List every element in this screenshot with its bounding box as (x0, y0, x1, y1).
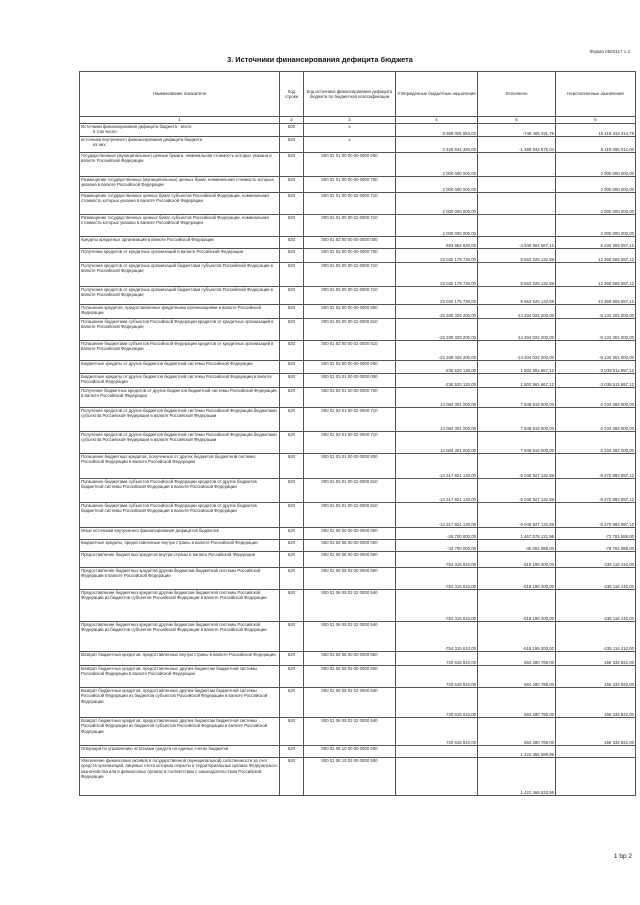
table-row (80, 552, 636, 568)
cell-source-code: 000 01 06 05 02 02 0000 640 (304, 718, 396, 746)
cell-indicator-name (80, 718, 280, 746)
table-row (80, 374, 636, 388)
cell-indicator-name (80, 137, 280, 153)
cell-remaining: 156 334 822,00 (556, 688, 636, 718)
indicator-name-text: Бюджетные кредиты от других бюджетов бюджетной системы Российской Федерации (81, 361, 253, 366)
indicator-name-text: Иные источники внутреннего финансирования дефицитов бюджетов (81, 528, 219, 533)
cell-remaining: -8 134 301 000,00 (556, 305, 636, 319)
indicator-name-text: источники внутреннего финансирования дефицита бюджета (81, 137, 203, 142)
financing-sources-table (79, 71, 636, 796)
indicator-name-text: Источники финансирования дефицита бюджета - всего (81, 124, 192, 129)
header-indicator-name: Наименование показателя (80, 72, 280, 117)
cell-indicator-name (80, 249, 280, 263)
cell-executed: -4 540 804 667,12 (478, 237, 556, 249)
cell-executed: -14 204 024 200,00 (478, 319, 556, 341)
cell-approved: 23 032 179 730,00 (396, 263, 478, 287)
cell-line-code: 520 (280, 193, 304, 215)
indicator-name-text: Получение кредитов от других бюджетов бюджетной системы Российской Федерации бюджетами субъектов Российской Федерации в валюте Российской Федерации (81, 432, 277, 443)
cell-approved: -22 338 325 200,00 (396, 319, 478, 341)
column-number-row (80, 117, 636, 124)
indicator-name-text: Погашение бюджетами субъектов Российской Федерации кредитов от других бюджетов бюджетной системы Российской Федерации в валюте Российской Федерации (81, 479, 257, 490)
cell-indicator-name (80, 666, 280, 688)
cell-indicator-name (80, 388, 280, 408)
cell-line-code: 520 (280, 215, 304, 237)
column-number: 4 (396, 117, 478, 124)
table-row (80, 408, 636, 432)
table-row (80, 287, 636, 305)
cell-source-code: 000 01 02 00 00 02 0000 810 (304, 319, 396, 341)
cell-line-code: 520 (280, 746, 304, 758)
cell-line-code: 500 (280, 124, 304, 137)
cell-remaining: 6 234 382 000,00 (556, 432, 636, 454)
cell-source-code: 000 01 03 00 00 00 0000 000 (304, 361, 396, 374)
cell-executed: - (478, 153, 556, 177)
cell-remaining: -78 761 588,00 (556, 540, 636, 552)
cell-source-code: 000 01 03 01 00 02 0000 710 (304, 408, 396, 432)
cell-source-code: 000 01 02 00 00 00 0000 700 (304, 249, 396, 263)
cell-line-code: 520 (280, 408, 304, 432)
cell-line-code: 520 (280, 454, 304, 479)
cell-source-code: 000 01 02 00 00 00 0000 000 (304, 237, 396, 249)
indicator-name-text: Бюджетные кредиты от других бюджетов бюджетной системы Российской Федерации в валюте Российской Федерации (81, 374, 272, 385)
cell-source-code: 000 01 02 00 00 02 0000 710 (304, 287, 396, 305)
header-executed: Исполнено (478, 72, 556, 117)
table-row (80, 305, 636, 319)
cell-source-code: 000 01 03 01 00 02 0000 710 (304, 432, 396, 454)
cell-indicator-name (80, 193, 280, 215)
cell-remaining: -235 116 410,00 (556, 568, 636, 590)
cell-indicator-name (80, 124, 280, 137)
table-row (80, 688, 636, 718)
cell-indicator-name (80, 408, 280, 432)
table-row (80, 432, 636, 454)
cell-remaining (556, 746, 636, 758)
cell-line-code: 520 (280, 388, 304, 408)
cell-indicator-name (80, 528, 280, 540)
cell-remaining (556, 758, 636, 796)
cell-line-code: 520 (280, 305, 304, 319)
table-row (80, 249, 636, 263)
cell-approved: -754 315 610,00 (396, 622, 478, 652)
column-number: 5 (478, 117, 556, 124)
cell-line-code: 520 (280, 137, 304, 153)
cell-executed: - (478, 177, 556, 193)
cell-approved: - (396, 758, 478, 796)
cell-executed: -1 389 934 075,04 (478, 137, 556, 153)
cell-approved: 23 032 179 730,00 (396, 287, 478, 305)
cell-approved: -22 338 325 200,00 (396, 305, 478, 319)
cell-approved: -235 520 130,00 (396, 361, 478, 374)
column-number: 3 (304, 117, 396, 124)
table-row (80, 528, 636, 540)
header-source-code: Код источника финансирования дефицита бюджета по бюджетной классификации (304, 72, 396, 117)
indicator-name-text: Предоставление бюджетных кредитов другим бюджетам бюджетной системы Российской Федерации из бюджетов субъектов Российской Федерации в валюте Российской Федерации (81, 590, 267, 601)
cell-approved: 720 615 610,00 (396, 718, 478, 746)
cell-line-code: 520 (280, 361, 304, 374)
cell-source-code: 000 01 06 05 00 00 0000 500 (304, 552, 396, 568)
cell-executed: 1 422 466 599,96 (478, 746, 556, 758)
cell-approved: -754 315 610,00 (396, 552, 478, 568)
cell-approved: 2 000 000 000,00 (396, 153, 478, 177)
cell-source-code: 000 01 06 05 00 00 0000 600 (304, 652, 396, 666)
table-row (80, 590, 636, 622)
cell-remaining: 13 368 659 597,12 (556, 287, 636, 305)
cell-line-code: 520 (280, 341, 304, 361)
indicator-sub-label: в том числе: (93, 129, 118, 135)
indicator-name-text: Получение кредитов от кредитных организаций в валюте Российской Федерации (81, 249, 244, 254)
cell-executed: 1 802 991 867,12 (478, 361, 556, 374)
cell-indicator-name (80, 503, 280, 528)
cell-source-code: 000 01 02 00 00 00 0000 800 (304, 305, 396, 319)
cell-indicator-name (80, 552, 280, 568)
cell-approved: 2 000 000 000,00 (396, 193, 478, 215)
cell-indicator-name (80, 590, 280, 622)
form-code: Форма 0503117 с.3 (589, 49, 630, 54)
cell-remaining: -72 781 588,00 (556, 528, 636, 540)
cell-line-code: 520 (280, 503, 304, 528)
cell-executed: 564 280 788,00 (478, 688, 556, 718)
cell-line-code: 520 (280, 590, 304, 622)
table-row (80, 718, 636, 746)
cell-executed: -519 199 200,00 (478, 568, 556, 590)
indicator-name-text: Возврат бюджетных кредитов, предоставленных другим бюджетам бюджетной системы Российской Федерации в валюте Российской Федерации (81, 666, 257, 677)
header-remaining: Неисполненные назначения (556, 72, 636, 117)
cell-executed: 564 280 788,00 (478, 718, 556, 746)
cell-approved: 720 615 610,00 (396, 652, 478, 666)
cell-line-code: 520 (280, 552, 304, 568)
cell-line-code: 520 (280, 688, 304, 718)
cell-executed: 7 849 919 000,00 (478, 432, 556, 454)
cell-remaining: 2 000 000 000,00 (556, 215, 636, 237)
cell-remaining: -235 116 410,00 (556, 622, 636, 652)
cell-line-code: 520 (280, 666, 304, 688)
table-row (80, 758, 636, 796)
cell-source-code: 000 01 06 05 02 00 0000 600 (304, 666, 396, 688)
cell-approved: -14 317 821 130,00 (396, 454, 478, 479)
cell-indicator-name (80, 263, 280, 287)
cell-approved: 14 084 301 000,00 (396, 408, 478, 432)
table-row (80, 177, 636, 193)
cell-approved: 720 615 610,00 (396, 666, 478, 688)
cell-approved: 14 084 301 000,00 (396, 432, 478, 454)
cell-executed: - (478, 193, 556, 215)
indicator-name-text: Погашение бюджетами субъектов Российской Федерации кредитов от кредитных организаций в валюте Российской Федерации (81, 341, 274, 352)
cell-indicator-name (80, 177, 280, 193)
cell-approved: -33 700 000,00 (396, 540, 478, 552)
cell-approved: -22 338 325 200,00 (396, 341, 478, 361)
table-row (80, 666, 636, 688)
cell-indicator-name (80, 652, 280, 666)
cell-remaining: 10 118 412 414,78 (556, 124, 636, 137)
header-approved: Утвержденные бюджетные назначения (396, 72, 478, 117)
indicator-name-text: Погашение кредитов, предоставленных кредитными организациями в валюте Российской Федерации (81, 305, 261, 316)
cell-executed: 9 663 520 132,88 (478, 263, 556, 287)
cell-indicator-name (80, 374, 280, 388)
cell-source-code: 000 01 06 10 00 00 0000 000 (304, 746, 396, 758)
cell-source-code: 000 01 03 01 00 00 0000 000 (304, 374, 396, 388)
cell-line-code: 520 (280, 153, 304, 177)
cell-source-code: 000 01 01 00 00 02 0000 710 (304, 215, 396, 237)
cell-line-code: 520 (280, 263, 304, 287)
table-row (80, 652, 636, 666)
cell-executed: 7 849 919 000,00 (478, 408, 556, 432)
cell-executed: -519 199 200,00 (478, 552, 556, 568)
indicator-name-text: Получение кредитов от кредитных организаций бюджетами субъектов Российской Федерации в валюте Российской Федерации (81, 287, 273, 298)
cell-executed: 564 280 788,00 (478, 652, 556, 666)
cell-executed: -6 046 927 132,88 (478, 503, 556, 528)
indicator-name-text: Предоставление бюджетных кредитов внутри страны в валюте Российской Федерации (81, 552, 256, 557)
table-row (80, 622, 636, 652)
indicator-name-text: Размещение государственных (муниципальных) ценных бумаг, номинальная стоимость которых указана в валюте Российской Федерации (81, 177, 274, 188)
cell-source-code: 000 01 06 05 00 00 0000 000 (304, 540, 396, 552)
table-row (80, 237, 636, 249)
cell-indicator-name (80, 319, 280, 341)
cell-source-code: 000 01 01 00 00 00 0000 700 (304, 177, 396, 193)
cell-line-code: 520 (280, 622, 304, 652)
cell-line-code: 520 (280, 237, 304, 249)
cell-source-code: 000 01 06 05 02 02 0000 640 (304, 688, 396, 718)
cell-source-code: 000 01 02 00 00 02 0000 710 (304, 263, 396, 287)
cell-source-code: 000 01 01 00 00 02 0000 710 (304, 193, 396, 215)
column-number: 1 (80, 117, 280, 124)
cell-source-code: x (304, 137, 396, 153)
cell-remaining: 13 368 659 597,12 (556, 249, 636, 263)
cell-source-code: 000 01 01 00 00 00 0000 000 (304, 153, 396, 177)
cell-line-code: 520 (280, 479, 304, 503)
cell-source-code: 000 01 06 10 02 00 0000 500 (304, 758, 396, 796)
indicator-name-text: Бюджетные кредиты, предоставленные внутри страны в валюте Российской Федерации (81, 540, 258, 545)
cell-source-code: 000 01 03 01 00 02 0000 810 (304, 503, 396, 528)
cell-line-code: 520 (280, 319, 304, 341)
cell-remaining: 13 368 659 597,12 (556, 263, 636, 287)
indicator-name-text: Предоставление бюджетных кредитов другим бюджетам бюджетной системы Российской Федерации из бюджетов субъектов Российской Федерации в валюте Российской Федерации (81, 622, 267, 633)
table-row (80, 454, 636, 479)
cell-approved: 23 032 179 730,00 (396, 249, 478, 263)
cell-remaining: -2 038 511 997,12 (556, 374, 636, 388)
table-row (80, 479, 636, 503)
table-row (80, 193, 636, 215)
table-body (80, 124, 636, 796)
cell-remaining: 2 000 000 000,00 (556, 177, 636, 193)
cell-approved: 9 369 005 853,02 (396, 124, 478, 137)
indicator-name-text: Предоставление бюджетных кредитов другим бюджетам бюджетной системы Российской Федерации в валюте Российской Федерации (81, 568, 261, 579)
cell-source-code: x (304, 124, 396, 137)
indicator-name-text: Погашение бюджетных кредитов, полученных от других бюджетов бюджетной системы Российской Федерации в валюте Российской Федерации (81, 454, 256, 465)
cell-remaining: -235 116 410,00 (556, 552, 636, 568)
cell-remaining: 5 234 359 097,12 (556, 237, 636, 249)
cell-line-code: 520 (280, 287, 304, 305)
cell-executed: -519 199 200,00 (478, 590, 556, 622)
cell-indicator-name (80, 305, 280, 319)
cell-approved: 2 000 000 000,00 (396, 215, 478, 237)
cell-indicator-name (80, 237, 280, 249)
cell-remaining: -235 116 410,00 (556, 590, 636, 622)
cell-source-code: 000 01 06 05 02 00 0000 500 (304, 568, 396, 590)
table-row (80, 263, 636, 287)
cell-remaining: 156 334 822,00 (556, 652, 636, 666)
cell-indicator-name (80, 540, 280, 552)
cell-executed: - (478, 215, 556, 237)
table-row (80, 137, 636, 153)
indicator-name-text: Получение кредитов от кредитных организаций бюджетами субъектов Российской Федерации в валюте Российской Федерации (81, 263, 273, 274)
table-row (80, 568, 636, 590)
table-row (80, 540, 636, 552)
cell-source-code: 000 01 06 05 02 02 0000 540 (304, 622, 396, 652)
column-number: 6 (556, 117, 636, 124)
indicator-name-text: Государственные (муниципальные) ценные бумаги, номинальная стоимость которых указана в валюте Российской Федерации (81, 153, 272, 164)
cell-approved: -14 317 821 130,00 (396, 503, 478, 528)
cell-indicator-name (80, 341, 280, 361)
indicator-name-text: Размещение государственных ценных бумаг субъектов Российской Федерации, номинальная стоимость которых указана в валюте Российской Федерации (81, 215, 269, 226)
cell-indicator-name (80, 153, 280, 177)
cell-line-code: 520 (280, 718, 304, 746)
cell-approved: 2 429 634 480,00 (396, 137, 478, 153)
cell-source-code: 000 01 03 01 00 02 0000 810 (304, 479, 396, 503)
indicator-name-text: Погашение бюджетами субъектов Российской Федерации кредитов от других бюджетов бюджетной системы Российской Федерации в валюте Российской Федерации (81, 503, 257, 514)
cell-line-code: 520 (280, 432, 304, 454)
cell-approved: -754 315 610,00 (396, 568, 478, 590)
indicator-name-text: Возврат бюджетных кредитов, предоставленных другим бюджетам бюджетной системы Российской Федерации из бюджетов субъектов Российской Федерации в валюте Российской Федерации (81, 718, 268, 734)
cell-executed: 1 422 466 533,96 (478, 758, 556, 796)
cell-indicator-name (80, 215, 280, 237)
cell-executed: -14 204 024 200,00 (478, 305, 556, 319)
cell-indicator-name (80, 479, 280, 503)
cell-approved: 693 854 530,00 (396, 237, 478, 249)
page-title: 3. Источники финансирования дефицита бюджета (227, 55, 413, 64)
cell-executed: -749 406 431,76 (478, 124, 556, 137)
cell-executed: -6 046 927 132,88 (478, 479, 556, 503)
indicator-name-text: Погашение бюджетами субъектов Российской Федерации кредитов от кредитных организаций в валюте Российской Федерации (81, 319, 274, 330)
table-row (80, 361, 636, 374)
table-row (80, 124, 636, 137)
indicator-name-text: Возврат бюджетных кредитов, предоставленных внутри страны в валюте Российской Федерации (81, 652, 276, 657)
indicator-sub-label: из них: (93, 142, 107, 148)
cell-remaining: 5 119 065 012,00 (556, 137, 636, 153)
table-row (80, 388, 636, 408)
cell-line-code: 520 (280, 249, 304, 263)
cell-indicator-name (80, 287, 280, 305)
page-marker: 1 bp 2 (613, 853, 632, 860)
cell-remaining: -8 134 301 000,00 (556, 341, 636, 361)
cell-indicator-name (80, 746, 280, 758)
cell-indicator-name (80, 758, 280, 796)
cell-indicator-name (80, 568, 280, 590)
table-row (80, 153, 636, 177)
cell-source-code: 000 01 06 00 00 00 0000 000 (304, 528, 396, 540)
column-number: 2 (280, 117, 304, 124)
cell-executed: 9 663 520 132,88 (478, 287, 556, 305)
cell-indicator-name (80, 432, 280, 454)
table-header-row (80, 72, 636, 117)
cell-indicator-name (80, 361, 280, 374)
cell-indicator-name (80, 622, 280, 652)
cell-remaining: 2 000 000 000,00 (556, 153, 636, 177)
indicator-name-text: Увеличение финансовых активов в государственной (муниципальной) собственности за счет средств организаций, лицевые счета которым открыты в территориальных органах Федерального казначейства или в финансовых органах в соответствии с законодательством Российской Федерации (81, 758, 278, 780)
cell-remaining: 6 234 382 000,00 (556, 388, 636, 408)
header-line-code: Код строки (280, 72, 304, 117)
cell-executed: 1 802 991 867,12 (478, 374, 556, 388)
cell-remaining: -2 038 511 997,12 (556, 361, 636, 374)
cell-line-code: 520 (280, 177, 304, 193)
cell-indicator-name (80, 454, 280, 479)
cell-source-code: 000 01 02 00 00 02 0000 810 (304, 341, 396, 361)
cell-source-code: 000 01 03 01 00 00 0000 700 (304, 388, 396, 408)
table-row (80, 215, 636, 237)
cell-executed: 564 280 788,00 (478, 666, 556, 688)
cell-line-code: 520 (280, 758, 304, 796)
table-row (80, 503, 636, 528)
table-row (80, 319, 636, 341)
cell-remaining: -8 270 893 997,12 (556, 503, 636, 528)
cell-remaining: 6 234 382 000,00 (556, 408, 636, 432)
cell-line-code: 520 (280, 652, 304, 666)
cell-approved: -754 315 610,00 (396, 590, 478, 622)
indicator-name-text: Возврат бюджетных кредитов, предоставленных другим бюджетам бюджетной системы Российской Федерации из бюджетов субъектов Российской Федерации в валюте Российской Федерации (81, 688, 268, 704)
cell-remaining: -8 270 893 997,12 (556, 479, 636, 503)
cell-remaining: -8 270 893 997,12 (556, 454, 636, 479)
cell-remaining: 156 334 822,00 (556, 666, 636, 688)
cell-approved: -28 700 000,00 (396, 528, 478, 540)
cell-approved: 14 084 301 000,00 (396, 388, 478, 408)
cell-approved: 2 000 000 000,00 (396, 177, 478, 193)
cell-executed: 7 849 919 000,00 (478, 388, 556, 408)
cell-line-code: 520 (280, 374, 304, 388)
cell-approved: 720 615 610,00 (396, 688, 478, 718)
cell-executed: -45 061 588,00 (478, 540, 556, 552)
cell-indicator-name (80, 688, 280, 718)
cell-executed: 9 663 520 132,88 (478, 249, 556, 263)
cell-remaining: -8 134 301 000,00 (556, 319, 636, 341)
indicator-name-text: Получение бюджетных кредитов от других бюджетов бюджетной системы Российской Федерации в валюте Российской Федерации (81, 388, 277, 399)
cell-executed: 1 467 578 121,96 (478, 528, 556, 540)
indicator-name-text: Операции по управлению остатками средств на единых счетах бюджетов (81, 746, 229, 751)
cell-line-code: 520 (280, 540, 304, 552)
cell-executed: -519 199 200,00 (478, 622, 556, 652)
cell-approved: -14 317 821 130,00 (396, 479, 478, 503)
cell-approved: - (396, 746, 478, 758)
cell-source-code: 000 01 03 01 00 00 0000 800 (304, 454, 396, 479)
cell-executed: -6 046 927 132,88 (478, 454, 556, 479)
table-row (80, 746, 636, 758)
cell-remaining: 2 000 000 000,00 (556, 193, 636, 215)
table-row (80, 341, 636, 361)
cell-remaining: 156 334 822,00 (556, 718, 636, 746)
cell-line-code: 520 (280, 568, 304, 590)
indicator-name-text: Получение кредитов от других бюджетов бюджетной системы Российской Федерации бюджетами субъектов Российской Федерации в валюте Российской Федерации (81, 408, 277, 419)
cell-approved: -235 520 130,00 (396, 374, 478, 388)
indicator-name-text: Размещение государственных ценных бумаг субъектов Российской Федерации, номинальная стоимость которых указана в валюте Российской Федерации (81, 193, 269, 204)
cell-source-code: 000 01 06 05 02 02 0000 540 (304, 590, 396, 622)
cell-line-code: 520 (280, 528, 304, 540)
cell-executed: -14 204 024 200,00 (478, 341, 556, 361)
indicator-name-text: Кредиты кредитных организаций в валюте Российской Федерации (81, 237, 214, 242)
